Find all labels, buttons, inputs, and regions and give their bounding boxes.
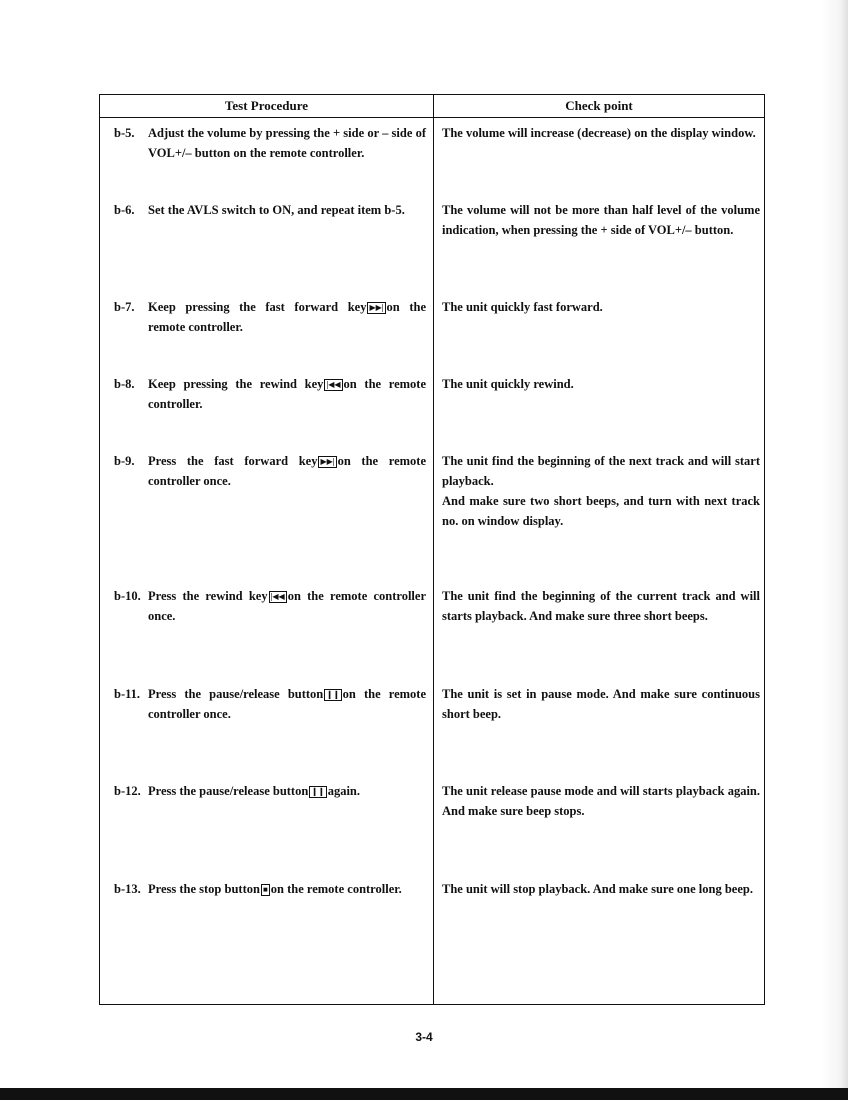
check-point-text: [442, 879, 760, 899]
check-line: And make sure two short beeps, and turn with next track no. on window display.: [442, 494, 760, 528]
rewind-key-icon: |◀◀: [326, 380, 341, 389]
row-number: b-9.: [114, 454, 135, 468]
header-check-point: Check point: [565, 98, 633, 113]
check-point-text: [442, 684, 760, 724]
row-number: b-7.: [114, 300, 135, 314]
check-line: The unit quickly fast forward.: [442, 300, 603, 314]
check-line: The volume will increase (decrease) on the display window.: [442, 126, 756, 140]
rewind-key-icon: |◀◀: [270, 592, 285, 601]
header-test-procedure: Test Procedure: [224, 98, 309, 113]
procedure-text: [148, 781, 426, 801]
row-number: b-5.: [114, 126, 135, 140]
procedure-text-before: Set the AVLS switch to ON, and repeat item b-5.: [148, 203, 405, 217]
procedure-text-after: on the remote controller once.: [148, 589, 427, 623]
check-point-text: [442, 297, 760, 317]
procedure-text: [148, 123, 426, 163]
row-number: b-10.: [114, 589, 141, 603]
fast-forward-key-icon: ▶▶|: [320, 457, 335, 466]
procedure-text-before: Press the rewind key: [148, 589, 268, 603]
procedure-text-after: on the remote controller once.: [148, 454, 426, 488]
scan-edge-right: [822, 0, 848, 1100]
procedure-text-before: Press the fast forward key: [148, 454, 318, 468]
procedure-text: [148, 586, 426, 626]
procedure-text-before: Press the pause/release button: [148, 687, 324, 701]
check-point-text: [442, 200, 760, 240]
scan-edge-bottom: [0, 1088, 848, 1100]
procedure-text-before: Keep pressing the rewind key: [148, 377, 324, 391]
check-point-text: [442, 586, 760, 626]
procedure-text-before: Keep pressing the fast forward key: [148, 300, 367, 314]
procedure-text: [148, 200, 426, 220]
pause-key-icon: ❙❙: [326, 690, 340, 699]
procedure-text: [148, 684, 426, 724]
check-line: The unit find the beginning of the next track and will start playback.: [442, 454, 760, 488]
procedure-text-after: on the remote controller once.: [148, 687, 427, 721]
procedure-text: [148, 451, 426, 491]
check-line: The unit release pause mode and will starts playback again. And make sure beep stops.: [442, 784, 760, 818]
check-point-text: [442, 451, 760, 531]
check-line: The unit quickly rewind.: [442, 377, 574, 391]
check-line: The unit find the beginning of the current track and will starts playback. And make sure three short beeps.: [442, 589, 760, 623]
check-point-text: [442, 374, 760, 394]
procedure-text-before: Adjust the volume by pressing the + side or – side of VOL+/– button on the remote controller.: [148, 126, 426, 160]
check-line: The volume will not be more than half level of the volume indication, when pressing the + side of VOL+/– button.: [442, 203, 760, 237]
column-divider: [433, 95, 434, 1004]
procedure-text-before: Press the stop button: [148, 882, 260, 896]
procedure-text-after: on the remote controller.: [148, 377, 426, 411]
row-number: b-6.: [114, 203, 135, 217]
check-line: The unit is set in pause mode. And make sure continuous short beep.: [442, 687, 760, 721]
fast-forward-key-icon: ▶▶|: [369, 303, 384, 312]
procedure-text: [148, 297, 426, 337]
procedure-text-before: Press the pause/release button: [148, 784, 309, 798]
stop-key-icon: ■: [262, 885, 268, 894]
procedure-text-after: on the remote controller.: [148, 300, 426, 334]
procedure-text-after: again.: [327, 784, 361, 798]
procedure-text: [148, 879, 426, 899]
page-number: 3-4: [415, 1030, 433, 1044]
check-point-text: [442, 123, 760, 143]
check-line: The unit will stop playback. And make sure one long beep.: [442, 882, 753, 896]
test-procedure-table: [99, 94, 765, 1005]
procedure-text: [148, 374, 426, 414]
row-number: b-8.: [114, 377, 135, 391]
procedure-text-after: on the remote controller.: [270, 882, 402, 896]
row-number: b-11.: [114, 687, 141, 701]
check-point-text: [442, 781, 760, 821]
row-number: b-13.: [114, 882, 141, 896]
row-number: b-12.: [114, 784, 141, 798]
pause-key-icon: ❙❙: [311, 787, 325, 796]
table-header: [100, 95, 764, 118]
